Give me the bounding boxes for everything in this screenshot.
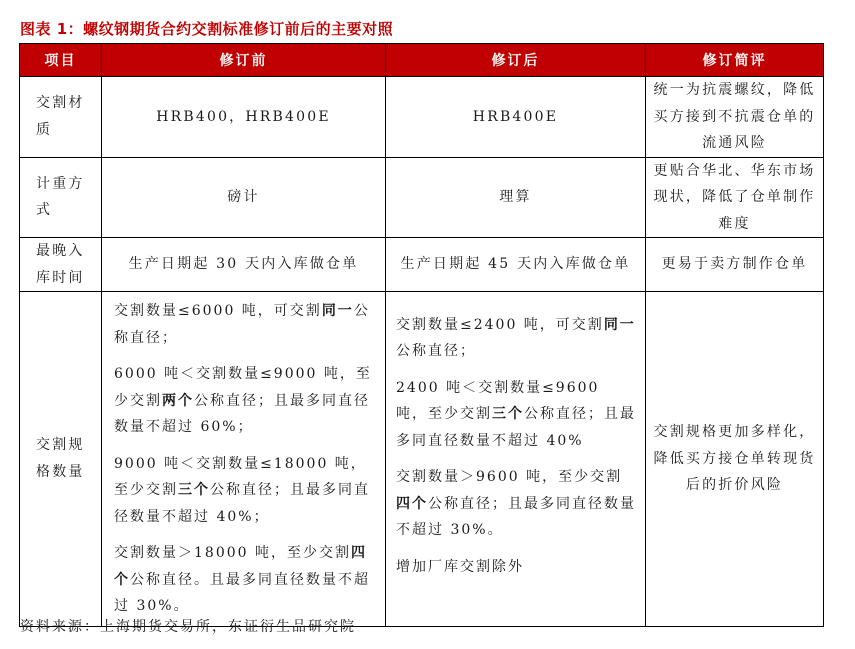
row-after: 生产日期起 45 天内入库做仓单: [386, 238, 646, 292]
row-before: 磅计: [102, 157, 386, 238]
row-before: 生产日期起 30 天内入库做仓单: [102, 238, 386, 292]
table-row: [20, 157, 824, 238]
table-row: [20, 77, 824, 158]
header-comment: 修订简评: [646, 44, 824, 77]
row-comment: 交割规格更加多样化，降低买方接仓单转现货后的折价风险: [646, 292, 824, 627]
row-before: [102, 292, 386, 627]
header-before: 修订前: [102, 44, 386, 77]
row-comment: 统一为抗震螺纹，降低买方接到不抗震仓单的流通风险: [646, 77, 824, 158]
figure-title: 图表 1：螺纹钢期货合约交割标准修订前后的主要对照: [20, 20, 394, 38]
row-item: 交割规格数量: [20, 292, 102, 627]
header-after: 修订后: [386, 44, 646, 77]
row-item: 计重方式: [20, 157, 102, 238]
rule-paragraph: 6000 吨＜交割数量≤9000 吨，至少交割两个公称直径；且最多同直径数量不超过 60%；: [114, 366, 372, 435]
header-item: 项目: [20, 44, 102, 77]
row-comment: 更易于卖方制作仓单: [646, 238, 824, 292]
rule-paragraph: 交割数量≤6000 吨，可交割同一公称直径；: [114, 303, 370, 346]
row-after: HRB400E: [386, 77, 646, 158]
rule-paragraph: 交割数量＞18000 吨，至少交割四个公称直径。且最多同直径数量不超过 30%。: [114, 545, 370, 614]
comparison-table: [19, 43, 824, 627]
rule-paragraph: 交割数量＞9600 吨，至少交割四个公称直径；且最多同直径数量不超过 30%。: [396, 469, 636, 538]
row-before: HRB400，HRB400E: [102, 77, 386, 158]
rule-paragraph: 增加厂库交割除外: [396, 558, 524, 575]
row-after: [386, 292, 646, 627]
table-row: [20, 238, 824, 292]
source-note: 资料来源：上海期货交易所，东证衍生品研究院: [20, 619, 356, 635]
rule-paragraph: 2400 吨＜交割数量≤9600 吨，至少交割三个公称直径；且最多同直径数量不超过 40%: [396, 379, 636, 449]
row-comment: 更贴合华北、华东市场现状，降低了仓单制作难度: [646, 157, 824, 238]
row-item: 最晚入库时间: [20, 238, 102, 292]
row-item: 交割材质: [20, 77, 102, 158]
row-after: 理算: [386, 157, 646, 238]
table-header-row: [20, 44, 824, 77]
table-row: [20, 292, 824, 627]
rule-paragraph: 9000 吨＜交割数量≤18000 吨，至少交割三个公称直径；且最多同直径数量不超过 40%；: [114, 455, 370, 525]
rule-paragraph: 交割数量≤2400 吨，可交割同一公称直径；: [396, 316, 636, 359]
